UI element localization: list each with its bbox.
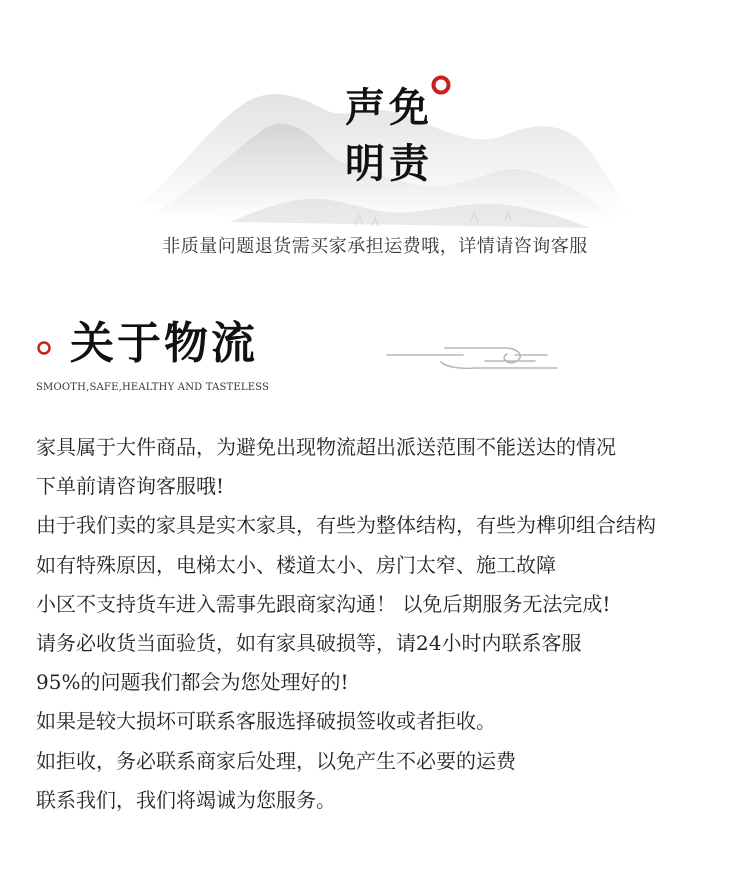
- list-item: 联系我们，我们将竭诚为您服务。: [36, 787, 336, 812]
- banner-title-line-1: 声免: [345, 85, 433, 131]
- disclaimer-banner: [0, 0, 750, 290]
- logistics-notes-list: [36, 428, 736, 820]
- list-item: 如果是较大损坏可联系客服选择破损签收或者拒收。: [36, 709, 496, 734]
- list-item: 小区不支持货车进入需事先跟商家沟通！ 以免后期服务无法完成!: [36, 591, 611, 616]
- return-notice: 非质量问题退货需买家承担运费哦，详情请咨询客服: [162, 236, 588, 257]
- list-item: 下单前请咨询客服哦!: [36, 474, 225, 499]
- red-ring-icon: [36, 340, 52, 356]
- cloud-swirl-icon: [385, 338, 560, 376]
- list-item: 如有特殊原因，电梯太小、楼道太小、房门太窄、施工故障: [36, 552, 556, 577]
- list-item: 95%的问题我们都会为您处理好的!: [36, 670, 349, 695]
- section-title: 关于物流: [70, 318, 258, 369]
- red-ink-circle-icon: [430, 74, 452, 96]
- list-item: 请务必收货当面验货，如有家具破损等，请24小时内联系客服: [36, 630, 582, 655]
- list-item: 由于我们卖的家具是实木家具，有些为整体结构，有些为榫卯组合结构: [36, 513, 656, 538]
- banner-title-line-2: 明责: [345, 141, 433, 187]
- section-subtitle: SMOOTH,SAFE,HEALTHY AND TASTELESS: [36, 382, 270, 393]
- list-item: 如拒收，务必联系商家后处理，以免产生不必要的运费: [36, 748, 516, 773]
- list-item: 家具属于大件商品，为避免出现物流超出派送范围不能送达的情况: [36, 435, 616, 459]
